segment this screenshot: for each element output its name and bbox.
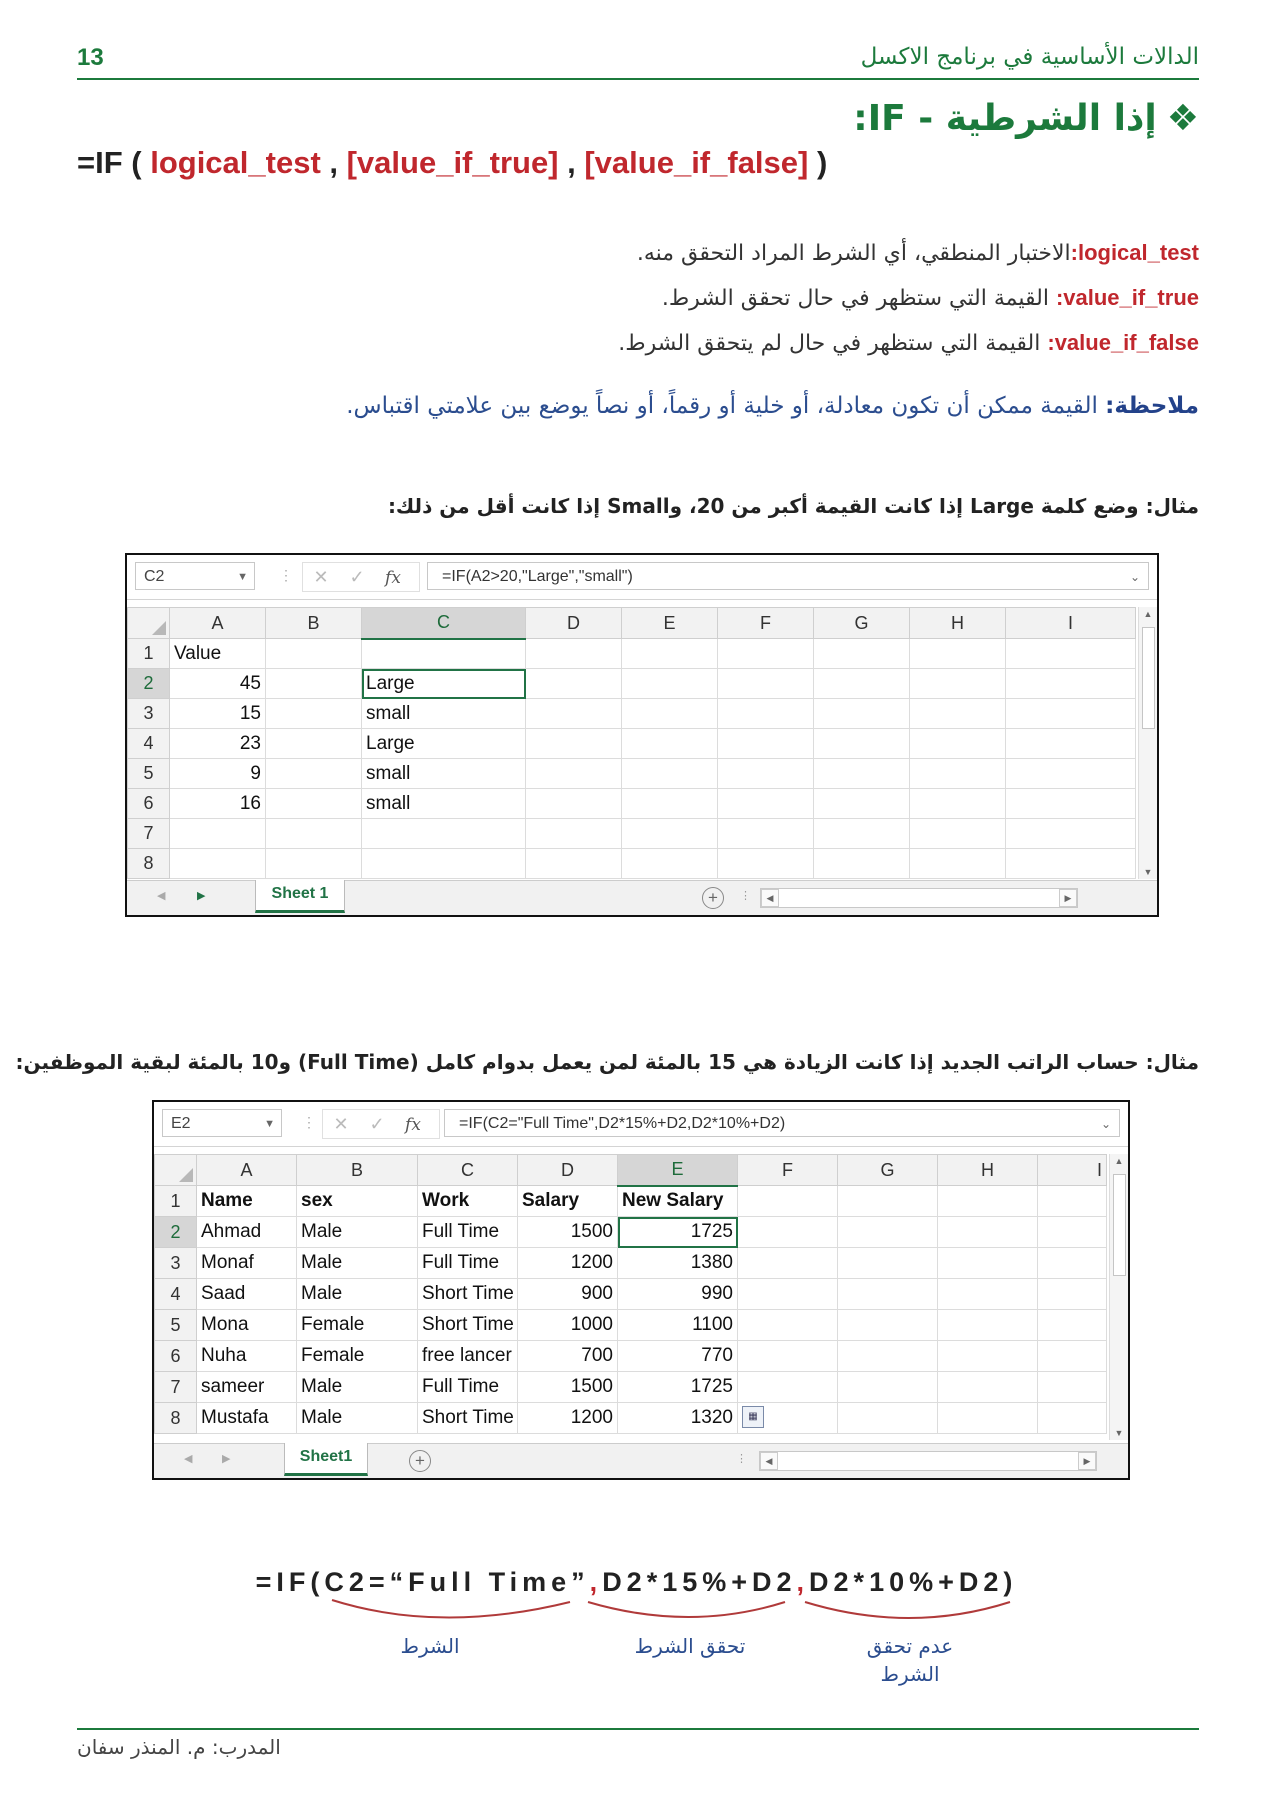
cell[interactable] (738, 1217, 838, 1248)
definition-term: logical_test: (1070, 240, 1199, 265)
cell[interactable]: 9 (170, 759, 266, 789)
cell[interactable] (526, 789, 622, 819)
formula-text: =IF(A2>20,"Large","small") (442, 568, 633, 585)
cell[interactable] (738, 1248, 838, 1279)
row-header[interactable]: 1 (128, 639, 170, 669)
bullet-icon: ❖ (1166, 98, 1199, 139)
row-header[interactable]: 6 (155, 1341, 197, 1372)
column-header[interactable]: I (1006, 608, 1136, 639)
row-header[interactable]: 7 (155, 1372, 197, 1403)
cell[interactable]: Salary (518, 1186, 618, 1217)
cell[interactable] (1006, 819, 1136, 849)
column-header[interactable]: D (526, 608, 622, 639)
cell[interactable]: Male (297, 1372, 418, 1403)
page-number: 13 (77, 44, 104, 71)
cell[interactable] (738, 1186, 838, 1217)
cell[interactable] (838, 1217, 938, 1248)
label-true: تحقق الشرط (634, 1634, 746, 1658)
column-header[interactable]: H (910, 608, 1006, 639)
scroll-left-icon[interactable]: ◀ (761, 889, 779, 907)
cell[interactable]: 700 (518, 1341, 618, 1372)
name-box[interactable] (162, 1109, 282, 1137)
cell[interactable] (938, 1279, 1038, 1310)
active-cell[interactable]: Large (362, 669, 526, 699)
cell[interactable] (1006, 639, 1136, 669)
grip-icon: ⋮ (736, 1453, 747, 1465)
cell[interactable]: 1500 (518, 1217, 618, 1248)
example2-caption: مثال: حساب الراتب الجديد إذا كانت الزيادة هي 15 بالمئة لمن يعمل بدوام كامل (Full Time) و10 بالمئة لبقية الموظفين: (15, 1050, 1199, 1074)
cell[interactable] (526, 669, 622, 699)
cell[interactable] (738, 1279, 838, 1310)
cell[interactable] (814, 759, 910, 789)
cell[interactable] (1038, 1310, 1107, 1341)
cell[interactable] (938, 1186, 1038, 1217)
cell[interactable] (1038, 1186, 1107, 1217)
cell[interactable] (1006, 789, 1136, 819)
cell[interactable]: free lancer (418, 1341, 518, 1372)
cell[interactable]: Full Time (418, 1372, 518, 1403)
cell[interactable] (362, 639, 526, 669)
cell[interactable] (938, 1372, 1038, 1403)
formula-comma: , (589, 1567, 603, 1597)
cell[interactable]: 1380 (618, 1248, 738, 1279)
cell[interactable] (1038, 1372, 1107, 1403)
sheet-tab[interactable]: Sheet1 (284, 1443, 368, 1476)
column-header[interactable]: A (197, 1155, 297, 1186)
cell[interactable] (526, 849, 622, 879)
header-rule (77, 78, 1199, 80)
cell[interactable]: small (362, 759, 526, 789)
cell[interactable]: 990 (618, 1279, 738, 1310)
section-title-text: إذا الشرطية - IF: (853, 98, 1157, 139)
vertical-scrollbar[interactable] (1138, 607, 1157, 879)
grip-icon: ⋮ (302, 1114, 316, 1130)
cell[interactable] (1038, 1217, 1107, 1248)
section-title (853, 98, 1199, 139)
column-header[interactable]: A (170, 608, 266, 639)
table-row (155, 1341, 1107, 1372)
label-false-line1: عدم تحقق (866, 1634, 954, 1658)
next-sheet-icon[interactable]: ▶ (222, 1453, 231, 1465)
cell[interactable]: Male (297, 1403, 418, 1434)
definition-term: value_if_false: (1047, 330, 1199, 355)
syntax-prefix: =IF ( (77, 145, 151, 180)
cell[interactable] (814, 819, 910, 849)
cell[interactable]: 1320 (618, 1403, 738, 1434)
cell[interactable] (910, 819, 1006, 849)
cell[interactable]: 1500 (518, 1372, 618, 1403)
cancel-icon[interactable]: ✕ (313, 567, 329, 587)
table-row (128, 639, 1136, 669)
cell[interactable] (838, 1248, 938, 1279)
row-header[interactable]: 3 (128, 699, 170, 729)
cell[interactable] (718, 849, 814, 879)
scroll-down-icon[interactable]: ▼ (1114, 1428, 1124, 1438)
definition-text: القيمة التي ستظهر في حال لم يتحقق الشرط. (618, 331, 1048, 356)
cell[interactable] (266, 849, 362, 879)
cell[interactable] (526, 639, 622, 669)
cell[interactable] (266, 699, 362, 729)
table-row (155, 1217, 1107, 1248)
add-sheet-icon[interactable]: + (702, 887, 724, 909)
cancel-icon[interactable]: ✕ (333, 1114, 349, 1134)
definition-text: القيمة التي ستظهر في حال تحقق الشرط. (661, 286, 1056, 311)
cell[interactable] (526, 759, 622, 789)
excel-window-1 (125, 553, 1159, 917)
cell[interactable] (1038, 1341, 1107, 1372)
brace-annotations (0, 1580, 1273, 1630)
column-header[interactable]: F (718, 608, 814, 639)
cell[interactable]: Large (362, 729, 526, 759)
cell[interactable] (622, 849, 718, 879)
cell[interactable] (170, 849, 266, 879)
chevron-down-icon[interactable]: ⌄ (1129, 570, 1140, 584)
row-header[interactable]: 1 (155, 1186, 197, 1217)
table-row (128, 789, 1136, 819)
cell[interactable] (266, 669, 362, 699)
cell[interactable]: Female (297, 1341, 418, 1372)
cell[interactable]: Mustafa (197, 1403, 297, 1434)
cell[interactable] (910, 789, 1006, 819)
formula-false-part: D2*10%+D2) (809, 1567, 1018, 1597)
cell[interactable] (718, 729, 814, 759)
cell[interactable]: New Salary (618, 1186, 738, 1217)
cell[interactable]: 770 (618, 1341, 738, 1372)
prev-sheet-icon[interactable]: ◀ (184, 1453, 193, 1465)
table-row (155, 1186, 1107, 1217)
row-header[interactable]: 5 (155, 1310, 197, 1341)
cell[interactable] (910, 699, 1006, 729)
cell[interactable]: Short Time (418, 1279, 518, 1310)
scroll-left-icon[interactable]: ◀ (760, 1452, 778, 1470)
syntax-suffix: ) (808, 145, 828, 180)
formula-bar (127, 555, 1157, 600)
cell[interactable] (718, 669, 814, 699)
row-header[interactable]: 7 (128, 819, 170, 849)
cell[interactable] (738, 1403, 838, 1434)
cell[interactable] (1038, 1248, 1107, 1279)
excel-window-2 (152, 1100, 1130, 1480)
vertical-scrollbar[interactable] (1109, 1154, 1128, 1440)
cell[interactable] (362, 819, 526, 849)
formula-input[interactable] (444, 1109, 1120, 1137)
grip-icon: ⋮ (279, 567, 293, 583)
grip-icon: ⋮ (740, 890, 751, 902)
if-syntax (77, 145, 827, 181)
column-header[interactable]: C (418, 1155, 518, 1186)
cell[interactable]: Ahmad (197, 1217, 297, 1248)
cell[interactable] (738, 1341, 838, 1372)
cell[interactable] (622, 729, 718, 759)
cell[interactable] (838, 1279, 938, 1310)
cell[interactable] (718, 699, 814, 729)
cell[interactable] (814, 849, 910, 879)
cell[interactable] (1006, 759, 1136, 789)
cell[interactable]: 1100 (618, 1310, 738, 1341)
cell[interactable] (718, 789, 814, 819)
cell[interactable]: 23 (170, 729, 266, 759)
scroll-right-icon[interactable]: ▶ (1078, 1452, 1096, 1470)
syntax-value-if-true: [value_if_true] (346, 145, 559, 180)
cell[interactable] (910, 669, 1006, 699)
table-row (155, 1372, 1107, 1403)
cell[interactable] (266, 789, 362, 819)
cell[interactable]: Male (297, 1248, 418, 1279)
cell[interactable] (814, 699, 910, 729)
spreadsheet-grid-1 (127, 607, 1136, 879)
cell[interactable]: 1725 (618, 1372, 738, 1403)
row-header[interactable]: 2 (155, 1217, 197, 1248)
table-row (128, 699, 1136, 729)
row-header[interactable]: 2 (128, 669, 170, 699)
enter-icon[interactable]: ✓ (369, 1114, 385, 1134)
cell[interactable] (838, 1310, 938, 1341)
scroll-thumb[interactable] (1113, 1174, 1126, 1276)
cell[interactable] (1006, 669, 1136, 699)
sheet-tab-bar (127, 880, 1157, 915)
row-header[interactable]: 4 (128, 729, 170, 759)
cell[interactable]: Value (170, 639, 266, 669)
definition-logical-test (637, 240, 1199, 266)
scroll-up-icon[interactable]: ▲ (1114, 1156, 1124, 1166)
cell[interactable]: sameer (197, 1372, 297, 1403)
horizontal-scrollbar[interactable] (759, 1451, 1097, 1471)
table-row (155, 1310, 1107, 1341)
column-header[interactable]: G (814, 608, 910, 639)
cell[interactable] (266, 759, 362, 789)
cell[interactable] (910, 639, 1006, 669)
cell[interactable]: 1000 (518, 1310, 618, 1341)
column-header[interactable]: C (362, 608, 526, 639)
row-header[interactable]: 8 (155, 1403, 197, 1434)
cell[interactable]: Full Time (418, 1217, 518, 1248)
row-header[interactable]: 3 (155, 1248, 197, 1279)
column-header[interactable]: B (266, 608, 362, 639)
formula-bar (154, 1102, 1128, 1147)
note (346, 393, 1199, 419)
cell[interactable]: Monaf (197, 1248, 297, 1279)
footer-rule (77, 1728, 1199, 1730)
select-all-corner[interactable] (128, 608, 170, 639)
column-header[interactable]: E (618, 1155, 738, 1186)
chapter-title: الدالات الأساسية في برنامج الاكسل (860, 44, 1199, 70)
cell[interactable]: 1200 (518, 1403, 618, 1434)
cell[interactable] (622, 639, 718, 669)
horizontal-scrollbar[interactable] (760, 888, 1078, 908)
next-sheet-icon[interactable]: ▶ (197, 890, 206, 902)
row-header[interactable]: 4 (155, 1279, 197, 1310)
cell[interactable] (622, 819, 718, 849)
table-row (155, 1403, 1107, 1434)
cell[interactable] (938, 1248, 1038, 1279)
name-box-value: E2 (171, 1115, 191, 1132)
cell[interactable]: 16 (170, 789, 266, 819)
table-row (128, 849, 1136, 879)
definition-value-if-false (618, 330, 1199, 356)
cell[interactable]: Female (297, 1310, 418, 1341)
definition-text: الاختبار المنطقي، أي الشرط المراد التحقق منه. (636, 241, 1071, 266)
chevron-down-icon[interactable]: ⌄ (1100, 1117, 1111, 1131)
cell[interactable] (622, 699, 718, 729)
cell[interactable] (622, 669, 718, 699)
cell[interactable] (938, 1217, 1038, 1248)
cell[interactable] (170, 819, 266, 849)
cell[interactable] (1038, 1279, 1107, 1310)
cell[interactable] (526, 699, 622, 729)
cell[interactable] (814, 729, 910, 759)
column-header[interactable]: G (838, 1155, 938, 1186)
cell[interactable]: Saad (197, 1279, 297, 1310)
label-condition: الشرط (400, 1634, 460, 1658)
paste-options-icon[interactable]: ▦ (742, 1406, 764, 1428)
table-row (128, 729, 1136, 759)
table-row (128, 759, 1136, 789)
syntax-sep: , (558, 145, 585, 180)
cell[interactable] (362, 849, 526, 879)
prev-sheet-icon[interactable]: ◀ (157, 890, 166, 902)
cell[interactable]: 15 (170, 699, 266, 729)
cell[interactable] (1006, 849, 1136, 879)
label-false-line2: الشرط (880, 1662, 940, 1686)
scroll-up-icon[interactable]: ▲ (1143, 609, 1153, 619)
cell[interactable]: Name (197, 1186, 297, 1217)
cell[interactable] (938, 1403, 1038, 1434)
spreadsheet-grid-2 (154, 1154, 1107, 1434)
formula-buttons (322, 1109, 440, 1139)
cell[interactable]: small (362, 789, 526, 819)
cell[interactable]: Work (418, 1186, 518, 1217)
enter-icon[interactable]: ✓ (349, 567, 365, 587)
cell[interactable] (814, 669, 910, 699)
formula-true-part: D2*15%+D2 (602, 1567, 797, 1597)
cell[interactable] (910, 849, 1006, 879)
cell[interactable] (1006, 699, 1136, 729)
cell[interactable]: 45 (170, 669, 266, 699)
cell[interactable]: sex (297, 1186, 418, 1217)
cell[interactable] (266, 819, 362, 849)
formula-buttons (302, 562, 420, 592)
cell[interactable] (738, 1372, 838, 1403)
column-header[interactable]: E (622, 608, 718, 639)
cell[interactable] (814, 789, 910, 819)
trainer-credit: المدرب: م. المنذر سفان (77, 1735, 281, 1759)
cell[interactable]: small (362, 699, 526, 729)
cell[interactable]: Mona (197, 1310, 297, 1341)
cell[interactable] (718, 819, 814, 849)
formula-comma: , (796, 1567, 810, 1597)
cell[interactable] (718, 639, 814, 669)
scroll-right-icon[interactable]: ▶ (1059, 889, 1077, 907)
cell[interactable]: Full Time (418, 1248, 518, 1279)
cell[interactable]: Short Time (418, 1403, 518, 1434)
sheet-tab[interactable]: Sheet 1 (255, 880, 345, 913)
syntax-logical-test: logical_test (150, 145, 321, 180)
cell[interactable] (938, 1341, 1038, 1372)
cell[interactable] (838, 1186, 938, 1217)
formula-condition-part: =IF(C2=“Full Time” (255, 1567, 590, 1597)
cell[interactable]: Male (297, 1279, 418, 1310)
insert-function-icon[interactable]: fx (405, 1115, 421, 1135)
cell[interactable] (622, 759, 718, 789)
insert-function-icon[interactable]: fx (385, 568, 401, 588)
column-header[interactable]: I (1038, 1155, 1107, 1186)
cell[interactable] (910, 759, 1006, 789)
sheet-tab-bar (154, 1443, 1128, 1478)
cell[interactable] (738, 1310, 838, 1341)
column-header[interactable]: B (297, 1155, 418, 1186)
row-header[interactable]: 8 (128, 849, 170, 879)
row-header[interactable]: 6 (128, 789, 170, 819)
cell[interactable] (1006, 729, 1136, 759)
cell[interactable] (526, 729, 622, 759)
table-row (128, 819, 1136, 849)
syntax-sep: , (320, 145, 347, 180)
cell[interactable] (622, 789, 718, 819)
note-label: ملاحظة: (1105, 393, 1199, 419)
active-cell[interactable]: 1725 (618, 1217, 738, 1248)
brace-true (588, 1602, 785, 1617)
table-row (155, 1248, 1107, 1279)
add-sheet-icon[interactable]: + (409, 1450, 431, 1472)
cell[interactable]: Short Time (418, 1310, 518, 1341)
column-header[interactable]: H (938, 1155, 1038, 1186)
cell[interactable] (526, 819, 622, 849)
scroll-thumb[interactable] (1142, 627, 1155, 729)
note-text: القيمة ممكن أن تكون معادلة، أو خلية أو رقماً، أو نصاً يوضع بين علامتي اقتباس. (346, 393, 1106, 419)
cell[interactable] (266, 729, 362, 759)
cell[interactable]: Male (297, 1217, 418, 1248)
brace-condition (332, 1600, 570, 1618)
formula-text: =IF(C2="Full Time",D2*15%+D2,D2*10%+D2) (459, 1115, 786, 1132)
cell[interactable] (938, 1310, 1038, 1341)
cell[interactable]: Nuha (197, 1341, 297, 1372)
chevron-down-icon[interactable]: ▼ (264, 1118, 275, 1130)
definition-term: value_if_true: (1055, 285, 1199, 310)
row-header[interactable]: 5 (128, 759, 170, 789)
cell[interactable] (814, 639, 910, 669)
definition-value-if-true (662, 285, 1199, 311)
scroll-down-icon[interactable]: ▼ (1143, 867, 1153, 877)
cell[interactable] (838, 1341, 938, 1372)
chevron-down-icon[interactable]: ▼ (237, 571, 248, 583)
example1-caption: مثال: وضع كلمة Large إذا كانت القيمة أكبر من 20، وSmall إذا كانت أقل من ذلك: (387, 494, 1199, 518)
cell[interactable] (266, 639, 362, 669)
column-header[interactable]: D (518, 1155, 618, 1186)
select-all-corner[interactable] (155, 1155, 197, 1186)
cell[interactable]: 900 (518, 1279, 618, 1310)
table-row (128, 669, 1136, 699)
brace-false (805, 1602, 1010, 1618)
name-box-value: C2 (144, 568, 165, 585)
cell[interactable] (910, 729, 1006, 759)
cell[interactable]: 1200 (518, 1248, 618, 1279)
name-box[interactable] (135, 562, 255, 590)
formula-input[interactable] (427, 562, 1149, 590)
cell[interactable] (1038, 1403, 1107, 1434)
column-header[interactable]: F (738, 1155, 838, 1186)
table-row (155, 1279, 1107, 1310)
cell[interactable] (838, 1372, 938, 1403)
cell[interactable] (718, 759, 814, 789)
syntax-value-if-false: [value_if_false] (584, 145, 809, 180)
cell[interactable] (838, 1403, 938, 1434)
